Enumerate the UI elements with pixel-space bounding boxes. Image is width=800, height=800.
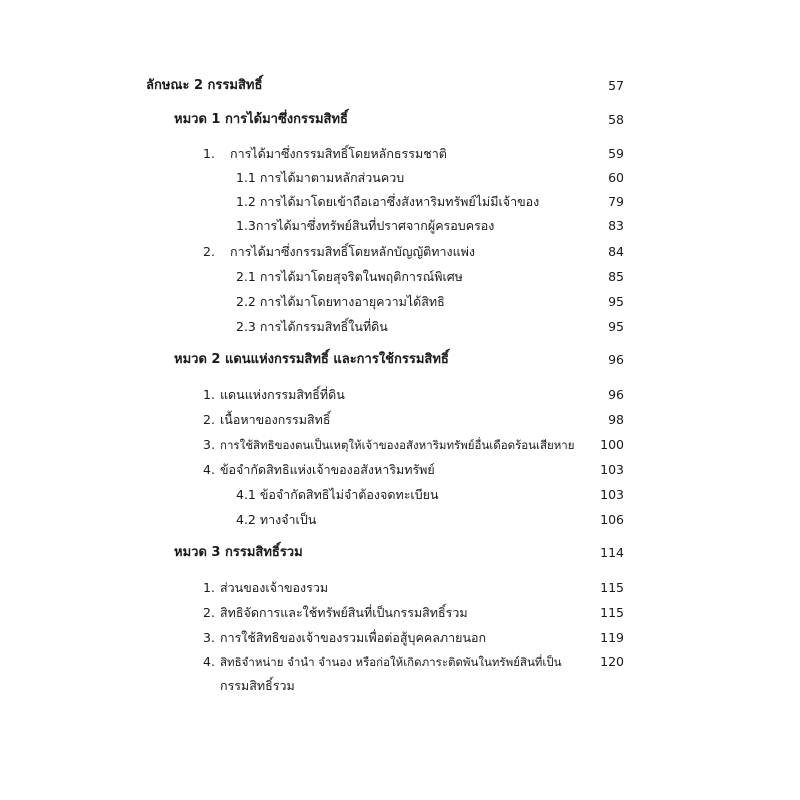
toc-entry-text: เนื้อหาของกรรมสิทธิ์ bbox=[220, 412, 331, 427]
toc-entry-number: 3. bbox=[203, 630, 215, 645]
toc-title: หมวด 1 การได้มาซึ่งกรรมสิทธิ์ bbox=[174, 112, 348, 127]
toc-page: 100 bbox=[600, 437, 624, 452]
toc-chapter-1 bbox=[0, 108, 800, 132]
toc-entry-number: 2. bbox=[203, 244, 215, 259]
toc-entry bbox=[0, 650, 800, 674]
toc-page: 98 bbox=[608, 412, 624, 427]
toc-entry bbox=[0, 290, 800, 314]
toc-page: 83 bbox=[608, 218, 624, 233]
toc-entry bbox=[0, 508, 800, 532]
toc-entry-text: แดนแห่งกรรมสิทธิ์ที่ดิน bbox=[220, 387, 345, 402]
toc-page: 95 bbox=[608, 294, 624, 309]
toc-entry-text: การได้มาซึ่งกรรมสิทธิ์โดยหลักบัญญัติทางแพ่ง bbox=[230, 244, 476, 259]
toc-page: 120 bbox=[600, 654, 624, 669]
toc-entry bbox=[0, 240, 800, 264]
toc-entry-number: 2. bbox=[203, 412, 215, 427]
toc-entry-text: การได้มาซึ่งกรรมสิทธิ์โดยหลักธรรมชาติ bbox=[230, 146, 447, 161]
toc-page: 59 bbox=[608, 146, 624, 161]
toc-title: หมวด 3 กรรมสิทธิ์รวม bbox=[174, 545, 303, 560]
toc-page: 85 bbox=[608, 269, 624, 284]
toc-title: หมวด 2 แดนแห่งกรรมสิทธิ์ และการใช้กรรมสิทธิ์ bbox=[174, 352, 449, 367]
toc-entry-text: สิทธิจัดการและใช้ทรัพย์สินที่เป็นกรรมสิทธิ์รวม bbox=[220, 605, 468, 620]
toc-entry-text: 1.2 การได้มาโดยเข้าถือเอาซึ่งสังหาริมทรัพย์ไม่มีเจ้าของ bbox=[236, 194, 540, 209]
toc-page: 119 bbox=[600, 630, 624, 645]
toc-entry bbox=[0, 265, 800, 289]
toc-part-2 bbox=[0, 74, 800, 98]
toc-page: 84 bbox=[608, 244, 624, 259]
toc-entry-number: 1. bbox=[203, 580, 215, 595]
toc-entry-text: การใช้สิทธิของเจ้าของรวมเพื่อต่อสู้บุคคลภายนอก bbox=[220, 630, 487, 645]
toc-page: 115 bbox=[600, 580, 624, 595]
toc-entry bbox=[0, 383, 800, 407]
toc-entry-text: 1.3การได้มาซึ่งทรัพย์สินที่ปราศจากผู้ครอบครอง bbox=[236, 218, 495, 233]
toc-page: 95 bbox=[608, 319, 624, 334]
toc-entry-number: 4. bbox=[203, 462, 215, 477]
toc-page: 106 bbox=[600, 512, 624, 527]
toc-entry-number: 4. bbox=[203, 654, 215, 669]
toc-entry bbox=[0, 142, 800, 166]
toc-entry bbox=[0, 166, 800, 190]
toc-entry-text: 1.1 การได้มาตามหลักส่วนควบ bbox=[236, 170, 405, 185]
toc-entry bbox=[0, 483, 800, 507]
toc-entry-text: 2.1 การได้มาโดยสุจริตในพฤติการณ์พิเศษ bbox=[236, 269, 463, 284]
toc-page: 60 bbox=[608, 170, 624, 185]
toc-entry-text: การใช้สิทธิของตนเป็นเหตุให้เจ้าของอสังหาริมทรัพย์อื่นเดือดร้อนเสียหาย bbox=[220, 438, 575, 452]
toc-entry bbox=[0, 458, 800, 482]
toc-entry bbox=[0, 214, 800, 238]
toc-entry bbox=[0, 408, 800, 432]
toc-entry-text: 2.2 การได้มาโดยทางอายุความได้สิทธิ bbox=[236, 294, 445, 309]
toc-entry-text: ส่วนของเจ้าของรวม bbox=[220, 580, 329, 595]
toc-entry-number: 1. bbox=[203, 146, 215, 161]
toc-entry-text: 4.2 ทางจำเป็น bbox=[236, 512, 317, 527]
toc-entry-text: 4.1 ข้อจำกัดสิทธิไม่จำต้องจดทะเบียน bbox=[236, 487, 439, 502]
toc-page: 96 bbox=[608, 387, 624, 402]
toc-entry-number: 3. bbox=[203, 437, 215, 452]
toc-page: 57 bbox=[608, 78, 624, 93]
toc-page: 114 bbox=[600, 545, 624, 560]
toc-page: 79 bbox=[608, 194, 624, 209]
toc-page: 96 bbox=[608, 352, 624, 367]
toc-page: 115 bbox=[600, 605, 624, 620]
toc-entry bbox=[0, 190, 800, 214]
toc-entry-number: 2. bbox=[203, 605, 215, 620]
toc-entry bbox=[0, 626, 800, 650]
toc-entry-continuation: กรรมสิทธิ์รวม bbox=[220, 678, 295, 693]
toc-page: 58 bbox=[608, 112, 624, 127]
toc-page: 103 bbox=[600, 462, 624, 477]
toc-entry bbox=[0, 315, 800, 339]
toc-entry bbox=[0, 433, 800, 457]
toc-entry-number: 1. bbox=[203, 387, 215, 402]
toc-chapter-3 bbox=[0, 541, 800, 565]
toc-chapter-2 bbox=[0, 348, 800, 372]
toc-entry bbox=[0, 576, 800, 600]
toc-entry bbox=[0, 601, 800, 625]
toc-title: ลักษณะ 2 กรรมสิทธิ์ bbox=[146, 78, 263, 93]
toc-entry-text: 2.3 การได้กรรมสิทธิ์ในที่ดิน bbox=[236, 319, 388, 334]
toc-page: 103 bbox=[600, 487, 624, 502]
toc-entry-text: ข้อจำกัดสิทธิแห่งเจ้าของอสังหาริมทรัพย์ bbox=[220, 462, 435, 477]
toc-entry-text: สิทธิจำหน่าย จำนำ จำนอง หรือก่อให้เกิดภาระติดพันในทรัพย์สินที่เป็น bbox=[220, 655, 562, 669]
